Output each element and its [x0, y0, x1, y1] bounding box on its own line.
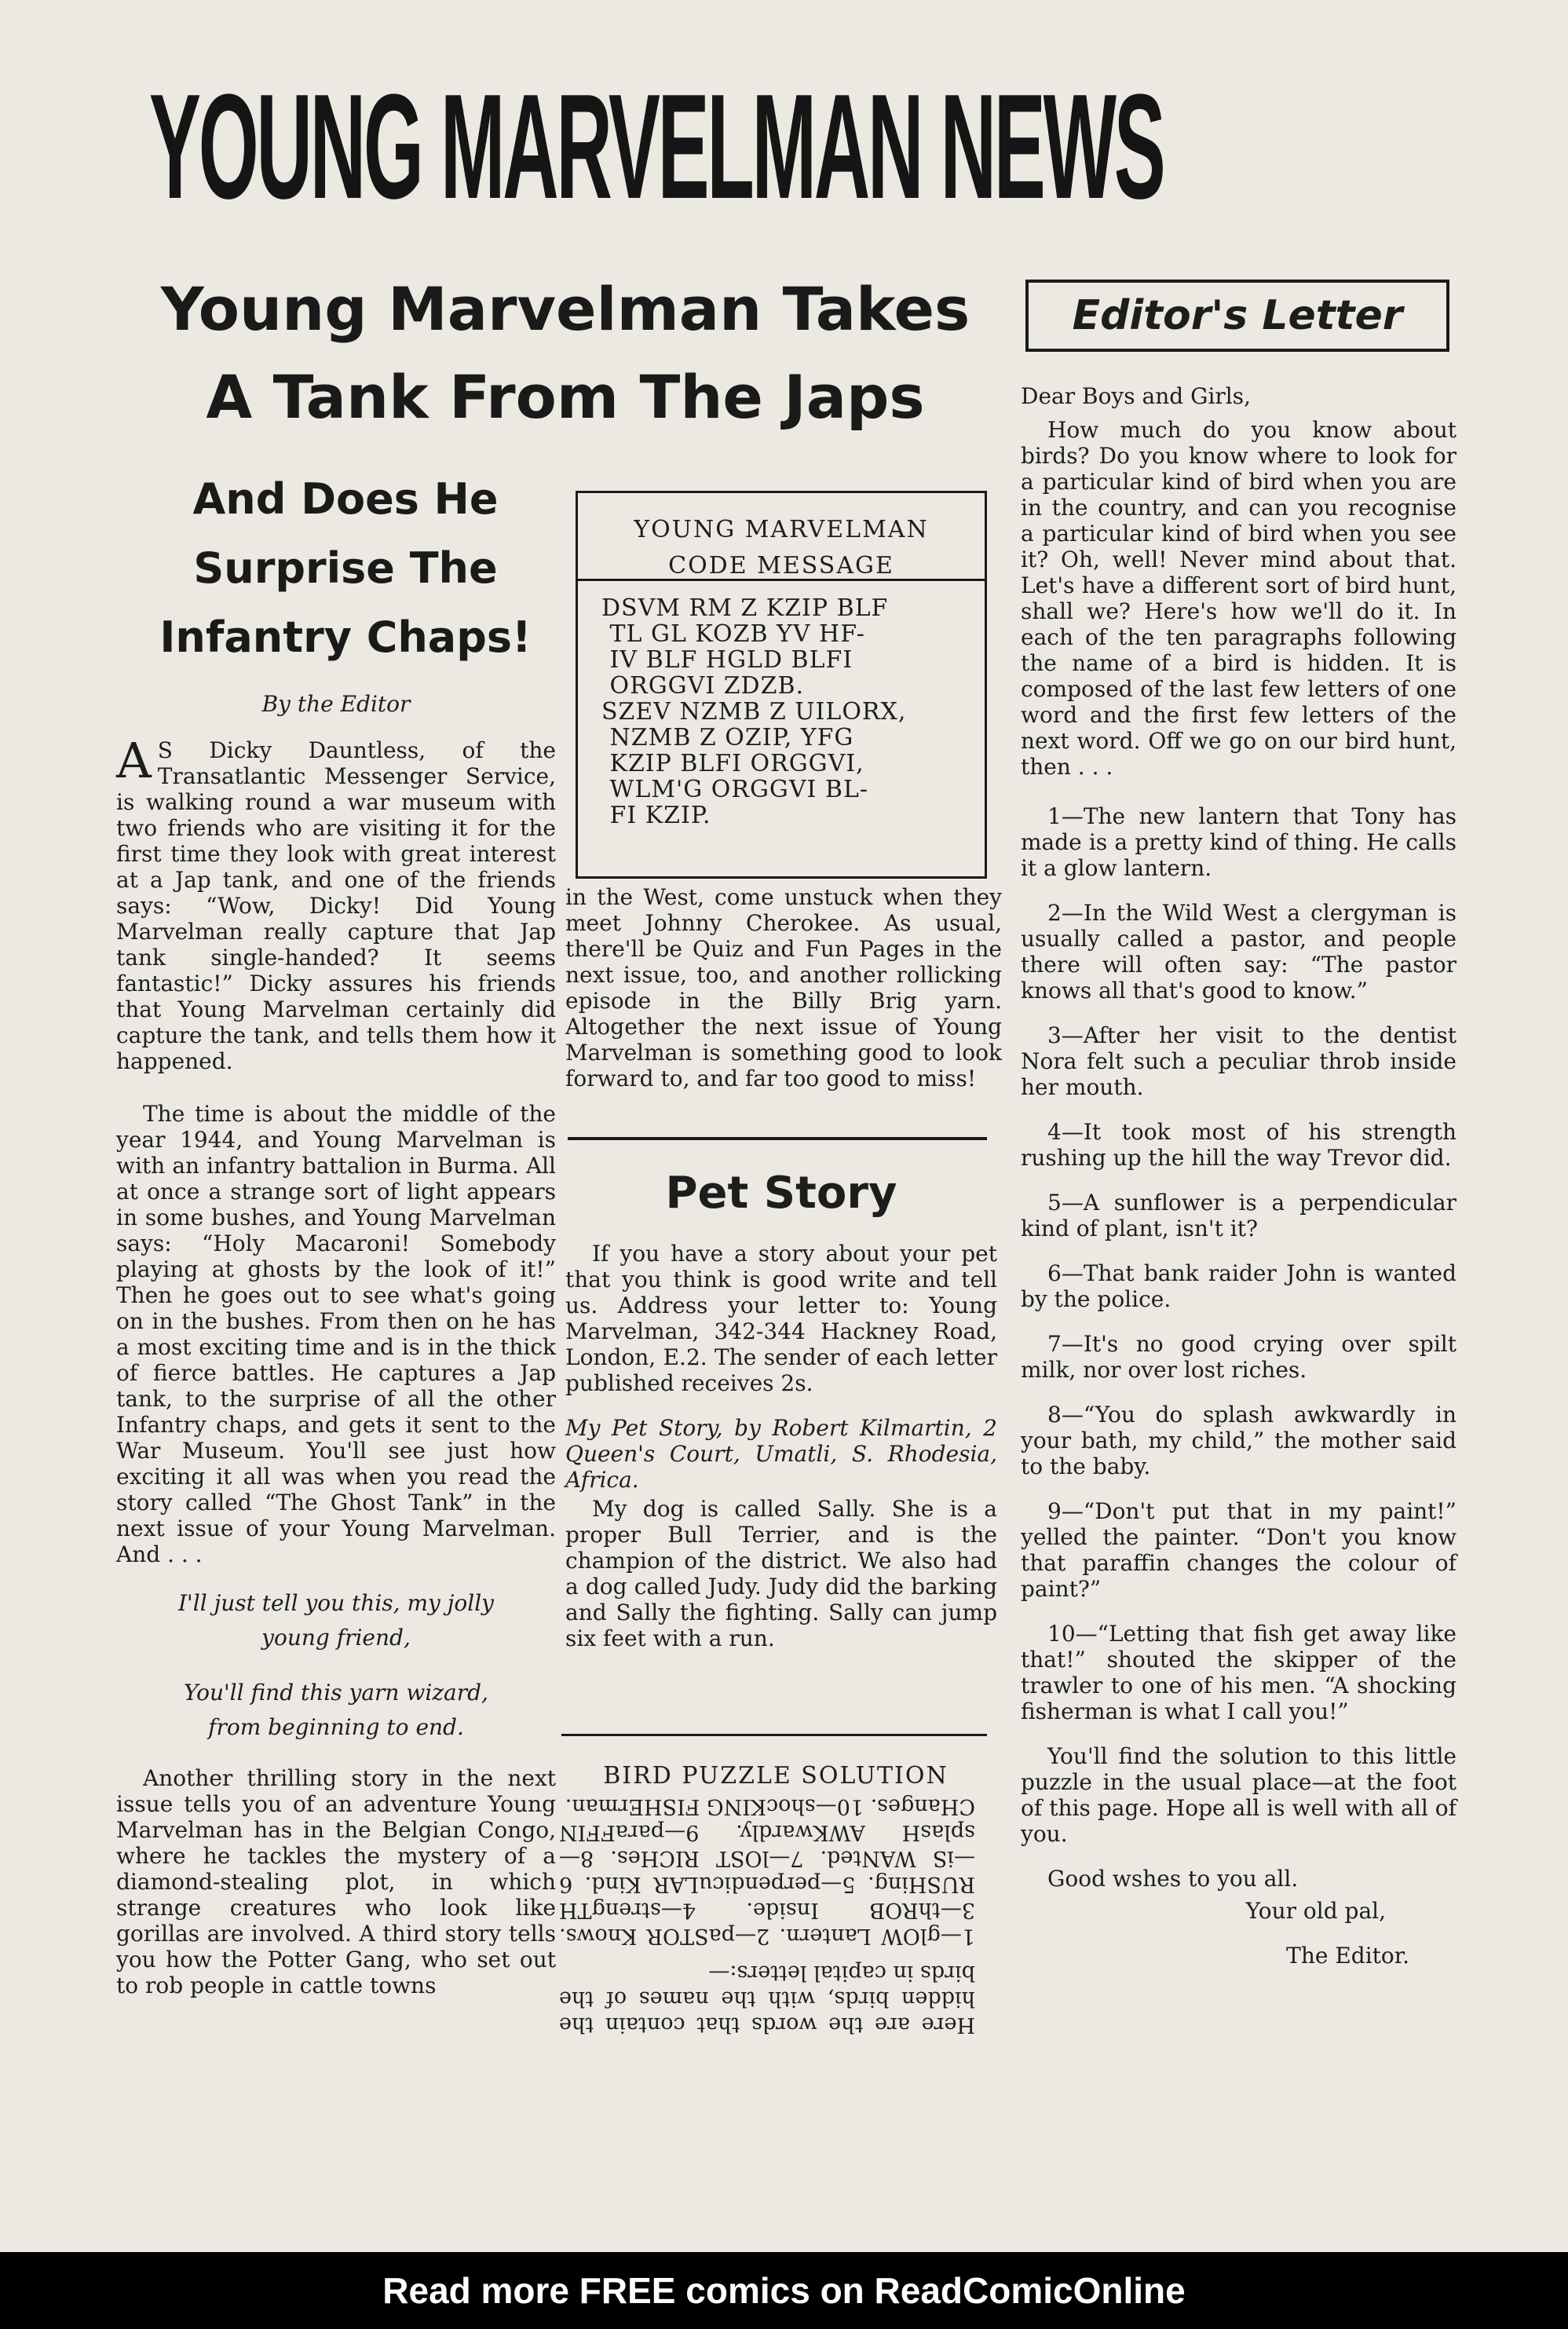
subheadline-line-2: Surprise The [193, 543, 498, 593]
editors-letter-column [1021, 383, 1457, 1987]
bird-solution-answers: 1—glOW Lantern. 2—paSTOR Knows. 3—thROB Inside. 4—strengTH RUSHing. 5—perpendicuLAR Kind. 6—iS WANted. 7—lOST RICHes. 8—splasH AWKwardly. 9—paraFFIN CHanges. 10—shocKING FISHErman. [559, 1794, 975, 1948]
letter-intro: How much do you know about birds? Do you know where to look for a particular kind of bird when you are in the country, and can you recognise a particular kind of bird when you see it? Oh, well! Never mind about that. Let's have a different sort of bird hunt, shall we? Here's how we'll do it. In each of the ten paragraphs following the name of a bird is hidden. It is composed of the last few letters of one word and the first few letters of the next word. Off we go on our bird hunt, then . . . [1021, 417, 1457, 780]
drop-cap: A [116, 732, 152, 789]
letter-signature: The Editor. [1286, 1943, 1409, 1969]
subheadline [133, 465, 557, 672]
letter-item: 1—The new lantern that Tony has made is a pretty kind of thing. He calls it a glow lantern. [1021, 803, 1457, 881]
letter-item: 7—It's no good crying over spilt milk, nor over lost riches. [1021, 1331, 1457, 1383]
divider-rule [568, 1137, 987, 1140]
letter-item: 10—“Letting that fish get away like that!” shouted the skipper of the trawler to one of his men. “A shocking fisherman is what I call you!” [1021, 1621, 1457, 1724]
letter-item: 4—It took most of his strength rushing up the hill the way Trevor did. [1021, 1119, 1457, 1171]
article-paragraph-1: A S Dicky Dauntless, of the Transatlantic Messenger Service, is walking round a war museum with two friends who are visiting it for the first time they look with great interest at a Jap tank, and one of the friends says: “Wow, Dicky! Did Young Marvelman really capture that Jap tank single-handed? It seems fantastic!” Dicky assures his friends that Young Marvelman certainly did capture the tank, and tells them how it happened. [116, 732, 556, 1074]
site-footer-banner[interactable]: Read more FREE comics on ReadComicOnline [0, 2252, 1568, 2329]
divider-rule [561, 1734, 987, 1736]
code-message-text: DSVM RM Z KZIP BLF TL GL KOZB YV HF- IV BLF HGLD BLFI ORGGVI ZDZB. SZEV NZMB Z UILORX, NZMB Z OZIP, YFG KZIP BLFI ORGGVI, WLM'G ORGGVI BL- FI KZIP. [601, 594, 907, 829]
headline-line-2: A Tank From The Japs [206, 362, 925, 432]
article-column [116, 691, 556, 2017]
pet-story-column [565, 1241, 997, 1670]
letter-item: 6—That bank raider John is wanted by the police. [1021, 1260, 1457, 1312]
pet-story-body: My dog is called Sally. She is a proper Bull Terrier, and is the champion of the district. We also had a dog called Judy. Judy did the barking and Sally the fighting. Sally can jump six feet with a run. [565, 1496, 997, 1651]
bird-solution-intro: Here are the words that contain the hidden birds, with the names of the birds in capital letters:— [559, 1961, 975, 2037]
article-paragraph-4: in the West, come unstuck when they meet Johnny Cherokee. As usual, there'll be Quiz and Fun Pages in the next issue, too, and another rollicking episode in the Billy Brig yarn. Altogether the next issue of Young Marvelman is something good to look forward to, and far too good to miss! [565, 884, 1002, 1091]
letter-item: 8—“You do splash awkwardly in your bath, my child,” the mother said to the baby. [1021, 1402, 1457, 1479]
subheadline-line-3: Infantry Chaps! [159, 612, 532, 662]
headline-line-1: Young Marvelman Takes [160, 274, 970, 344]
letter-item: 3—After her visit to the dentist Nora felt such a peculiar throb inside her mouth. [1021, 1022, 1457, 1100]
article-paragraph-3: Another thrilling story in the next issue tells you of an adventure Young Marvelman has in the Belgian Congo, where he tackles the mystery of a diamond-stealing plot, in which strange creatures who look like gorillas are involved. A third story tells you how the Potter Gang, who set out to rob people in cattle towns [116, 1765, 556, 1998]
pet-story-credit: My Pet Story, by Robert Kilmartin, 2 Queen's Court, Umatli, S. Rhodesia, Africa. [565, 1415, 997, 1493]
code-message-title: YOUNG MARVELMAN CODE MESSAGE [578, 493, 985, 581]
editors-letter-title: Editor's Letter [1025, 280, 1449, 352]
pet-story-intro: If you have a story about your pet that you think is good write and tell us. Address your letter to: Young Marvelman, 342-344 Hackney Road, London, E.2. The sender of each letter published receives 2s. [565, 1241, 997, 1396]
letter-closing: Good wshes to you all. [1047, 1866, 1299, 1892]
letter-sign-off: Your old pal, [1245, 1898, 1386, 1924]
article-paragraph-2: The time is about the middle of the year 1944, and Young Marvelman is with an infantry battalion in Burma. All at once a strange sort of light appears in some bushes, and Young Marvelman says: “Holy Macaroni! Somebody playing at ghosts by the look of it!” Then he goes out to see what's going on in the bushes. From then on he has a most exciting time and is in the thick of fierce battles. He captures a Jap tank, to the surprise of all the other Infantry chaps, and gets it sent to the War Museum. You'll see just how exciting it all was when you read the story called “The Ghost Tank” in the next issue of your Young Marvelman. And . . . [116, 1101, 556, 1567]
bird-solution-upside-down [559, 1782, 975, 2038]
letter-item: 2—In the Wild West a clergyman is usually called a pastor, and people there will often say: “The pastor knows all that's good to know.” [1021, 900, 1457, 1004]
bird-solution-heading: BIRD PUZZLE SOLUTION [603, 1762, 948, 1790]
pet-story-heading: Pet Story [665, 1168, 897, 1219]
letter-item: 9—“Don't put that in my paint!” yelled the painter. “Don't you know that paraffin changes the colour of paint?” [1021, 1498, 1457, 1602]
article-continuation [565, 884, 1002, 1110]
letter-greeting: Dear Boys and Girls, [1021, 383, 1252, 409]
code-message-box [576, 491, 987, 879]
letter-outro: You'll find the solution to this little puzzle in the usual place—at the foot of this page. Hope all is well with all of you. [1021, 1743, 1457, 1847]
verse-1: I'll just tell you this, my jolly young friend, [178, 1590, 494, 1651]
letter-item: 5—A sunflower is a perpendicular kind of plant, isn't it? [1021, 1190, 1457, 1241]
verse-2: You'll find this yarn wizard, from beginning to end. [184, 1680, 488, 1740]
byline: By the Editor [261, 691, 411, 717]
masthead-title: YOUNG MARVELMAN NEWS [149, 64, 1164, 230]
subheadline-line-1: And Does He [192, 474, 499, 524]
